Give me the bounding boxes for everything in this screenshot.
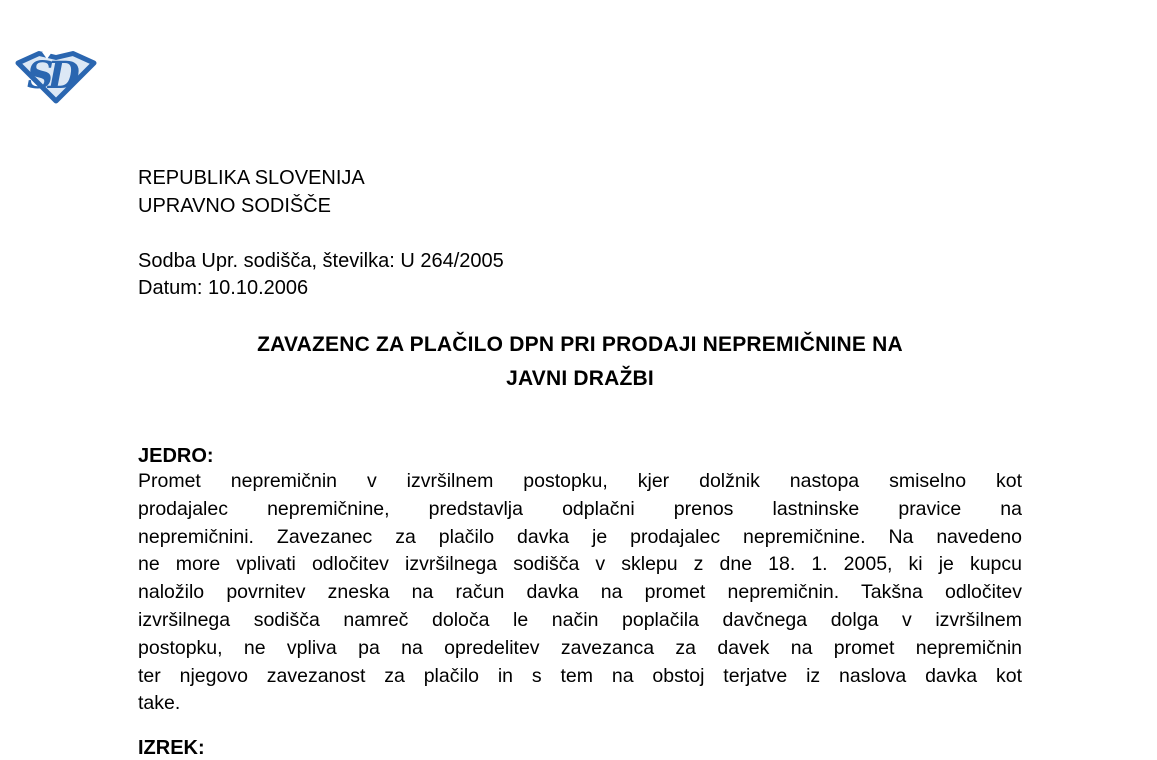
- republic-line: REPUBLIKA SLOVENIJA: [138, 167, 365, 189]
- court-logo: [15, 50, 97, 104]
- jedro-heading: JEDRO:: [138, 445, 214, 467]
- jedro-body-line: ne more vplivati odločitev izvršilnega sodišča v sklepu z dne 18. 1. 2005, ki je kupcu: [138, 553, 1022, 576]
- jedro-body-line: take.: [138, 692, 181, 715]
- jedro-body-line: nepremičnini. Zavezanec za plačilo davka je prodajalec nepremičnine. Na navedeno: [138, 525, 1022, 548]
- jedro-body-line: Promet nepremičnin v izvršilnem postopku, kjer dolžnik nastopa smiselno kot: [138, 470, 1022, 492]
- title-line-1: ZAVAZENC ZA PLAČILO DPN PRI PRODAJI NEPREMIČNINE NA: [257, 333, 903, 356]
- sd-shield-icon: [15, 50, 97, 104]
- court-name-line: UPRAVNO SODIŠČE: [138, 195, 331, 217]
- jedro-body: [138, 468, 1022, 718]
- jedro-body-line: naložilo povrnitev zneska na račun davka na promet nepremičnin. Takšna odločitev: [138, 581, 1022, 604]
- jedro-body-line: postopku, ne vpliva pa na opredelitev zavezanca za davek na promet nepremičnin: [138, 636, 1022, 659]
- date-line: Datum: 10.10.2006: [138, 277, 309, 299]
- izrek-heading: IZREK:: [138, 737, 205, 759]
- logo-letters: SD: [27, 53, 74, 97]
- jedro-body-line: izvršilnega sodišča namreč določa le način poplačila davčnega dolga v izvršilnem: [138, 608, 1022, 631]
- title-line-2: JAVNI DRAŽBI: [506, 367, 654, 390]
- document-title: [138, 328, 1022, 396]
- jedro-body-line: ter njegovo zavezanost za plačilo in s tem na obstoj terjatve iz naslova davka kot: [138, 664, 1022, 687]
- document-content: [138, 0, 1022, 759]
- jedro-body-line: prodajalec nepremičnine, predstavlja odplačni prenos lastninske pravice na: [138, 497, 1022, 520]
- case-number-line: Sodba Upr. sodišča, številka: U 264/2005: [138, 250, 504, 272]
